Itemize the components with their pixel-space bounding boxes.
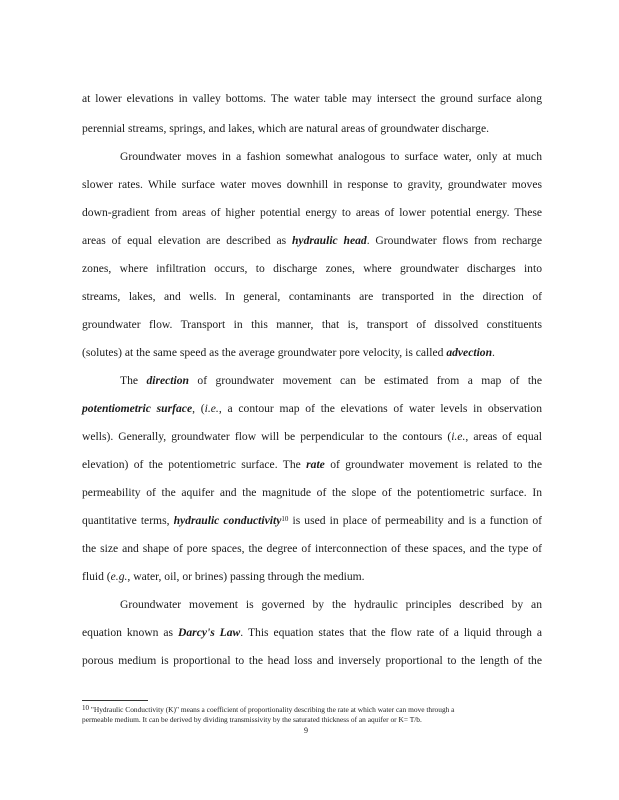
text-span: , water, oil, or brines) passing through the medium. <box>127 570 365 583</box>
text-span: fluid ( <box>82 570 111 583</box>
text-span-italic: e.g. <box>110 570 128 583</box>
text-span: . Groundwater flows from recharge <box>366 234 542 247</box>
text-span: slower rates. While surface water moves downhill in response to gravity, groundwater moves <box>82 178 542 191</box>
text-span: quantitative terms, <box>82 514 174 527</box>
text-line <box>82 486 542 500</box>
text-span: down-gradient from areas of higher potential energy to areas of lower potential energy. These <box>82 206 542 219</box>
text-line <box>82 318 542 332</box>
text-line <box>82 92 542 106</box>
text-line <box>82 262 542 276</box>
term-potentiometric-surface: potentiometric surface <box>82 402 193 415</box>
text-span: (solutes) at the same speed as the average groundwater pore velocity, is called <box>82 346 447 359</box>
text-span: groundwater flow. Transport in this manner, that is, transport of dissolved constituents <box>82 318 542 331</box>
text-line <box>82 542 542 556</box>
text-line <box>82 570 542 584</box>
text-span: perennial streams, springs, and lakes, which are natural areas of groundwater discharge. <box>82 122 490 135</box>
text-span: is used in place of permeability and is a function of <box>288 514 543 527</box>
term-hydraulic-head: hydraulic head <box>291 234 367 247</box>
text-line <box>82 402 542 416</box>
text-span: porous medium is proportional to the head loss and inversely proportional to the length of the <box>82 654 542 667</box>
text-line <box>120 374 542 388</box>
term-direction: direction <box>146 374 189 387</box>
text-line <box>120 150 542 164</box>
term-darcys-law: Darcy's Law <box>178 626 241 639</box>
text-span: at lower elevations in valley bottoms. The water table may intersect the ground surface along <box>82 92 542 105</box>
text-span: of groundwater movement is related to the <box>324 458 542 471</box>
text-span: elevation) of the potentiometric surface. The <box>82 458 307 471</box>
text-line <box>82 206 542 220</box>
text-span: . <box>492 346 495 359</box>
footnote-line <box>82 715 542 725</box>
footnote-line <box>82 705 542 715</box>
text-line <box>82 234 542 248</box>
text-span: Groundwater movement is governed by the hydraulic principles described by an <box>120 598 542 611</box>
text-line <box>82 430 542 444</box>
text-span: permeability of the aquifer and the magnitude of the slope of the potentiometric surface. In <box>82 486 542 499</box>
text-span: wells). Generally, groundwater flow will be perpendicular to the contours ( <box>82 430 452 443</box>
text-span: equation known as <box>82 626 179 639</box>
term-hydraulic-conductivity: hydraulic conductivity <box>173 514 282 527</box>
text-span: , ( <box>192 402 205 415</box>
text-span: , areas of equal <box>465 430 543 443</box>
text-line <box>82 458 542 472</box>
text-line <box>82 626 542 640</box>
footnote-divider <box>82 700 148 701</box>
text-span: , a contour map of the elevations of water levels in observation <box>218 402 543 415</box>
text-span-italic: i.e. <box>204 402 219 415</box>
text-span: of groundwater movement can be estimated from a map of the <box>188 374 542 387</box>
text-line <box>82 290 542 304</box>
text-span: The <box>120 374 147 387</box>
text-line <box>82 514 542 528</box>
term-rate: rate <box>306 458 325 471</box>
text-span: . This equation states that the flow rate of a liquid through a <box>240 626 542 639</box>
footnote-text: "Hydraulic Conductivity (K)" means a coefficient of proportionality describing the rate at which water can move through a <box>89 705 455 714</box>
text-span: the size and shape of pore spaces, the degree of interconnection of these spaces, and the type of <box>82 542 542 555</box>
text-span: zones, where infiltration occurs, to discharge zones, where groundwater discharges into <box>82 262 542 275</box>
term-advection: advection <box>446 346 493 359</box>
footnote-reference: 10 <box>281 515 289 523</box>
text-line <box>82 122 542 136</box>
text-span: areas of equal elevation are described as <box>82 234 292 247</box>
text-line <box>82 178 542 192</box>
footnote-text: permeable medium. It can be derived by dividing transmissivity by the saturated thickness of an aquifer or K= T/b. <box>82 715 422 724</box>
text-span: Groundwater moves in a fashion somewhat analogous to surface water, only at much <box>120 150 542 163</box>
text-line <box>82 654 542 668</box>
text-span: streams, lakes, and wells. In general, contaminants are transported in the direction of <box>82 290 542 303</box>
page-number: 9 <box>304 726 308 735</box>
footnote-marker: 10 <box>82 704 89 712</box>
text-line <box>82 346 542 360</box>
text-line <box>120 598 542 612</box>
text-span-italic: i.e. <box>451 430 466 443</box>
